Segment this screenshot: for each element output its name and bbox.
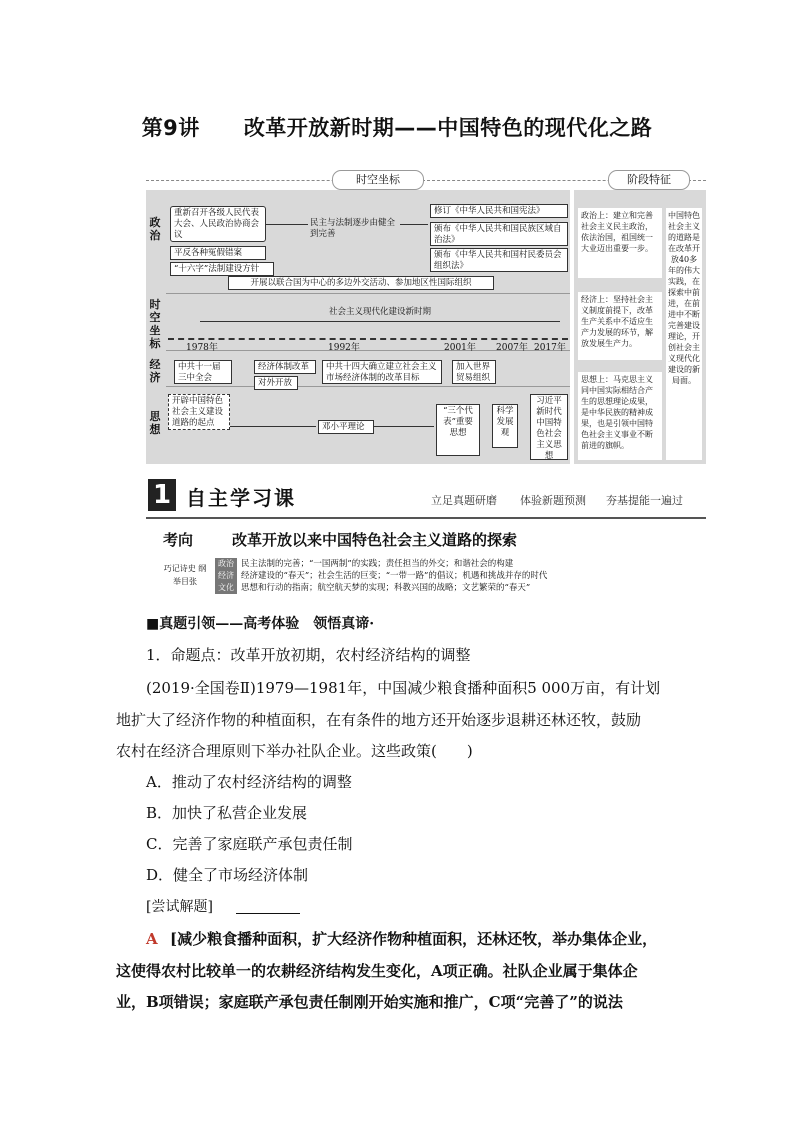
question-line: 地扩大了经济作物的种植面积，在有条件的地方还开始逐步退耕还林还牧，鼓励 (116, 711, 642, 729)
memo-text: 思想和行动的指南；航空航天梦的实现；科教兴国的战略；文艺繁荣的“春天” (241, 583, 531, 593)
section-divider (146, 517, 706, 519)
section-tag: 夯基提能一遍过 (606, 494, 683, 507)
memo-row (215, 570, 547, 582)
kaoxiang-title: 改革开放以来中国特色社会主义道路的探索 (232, 531, 518, 549)
option-a: A．推动了农村经济结构的调整 (146, 773, 352, 791)
feature-summary: 中国特色社会主义的道路是在改革开放40多年的伟大实践，在探索中前进，在前进中不断完善建设理论，开创社会主义现代化建设的新局面。 (666, 208, 702, 460)
tab-features: 阶段特征 (608, 170, 690, 190)
politics-autonomy-law: 颁布《中华人民共和国民族区域自治法》 (430, 222, 568, 246)
timeline-span: 社会主义现代化建设新时期 (328, 307, 431, 317)
memo-rows (215, 558, 547, 594)
economy-reform: 经济体制改革 (254, 360, 316, 374)
memo-tag: 政治 (215, 558, 237, 570)
thought-starting-point: 开辟中国特色社会主义建设道路的起点 (168, 394, 230, 430)
answer-line: 这使得农村比较单一的农耕经济结构发生变化，A项正确。社队企业属于集体企 (116, 962, 638, 980)
connector (400, 224, 428, 225)
politics-box-legal: “十六字”法制建设方针 (170, 262, 274, 276)
economy-opening: 对外开放 (254, 376, 298, 390)
economy-third-plenum: 中共十一届三中全会 (174, 360, 232, 384)
feature-thought: 思想上：马克思主义同中国实际相结合产生的思想理论成果，是中华民族的精神成果，也是引领中国特色社会主义事业不断前进的旗帜。 (578, 372, 662, 460)
answer-blank (236, 913, 300, 914)
page-title (0, 112, 794, 142)
memo-box (163, 558, 706, 600)
try-label: [尝试解题] (146, 899, 213, 915)
politics-box-rehabilitation: 平反各种冤假错案 (170, 246, 266, 260)
politics-constitution: 修订《中华人民共和国宪法》 (430, 204, 568, 218)
economy-14th-congress: 中共十四大确立建立社会主义市场经济体制的改革目标 (322, 360, 442, 384)
memo-text: 民主法制的完善；“一国两制”的实践；责任担当的外交；和谐社会的构建 (241, 559, 514, 569)
politics-diplomacy: 开展以联合国为中心的多边外交活动、参加地区性国际组织 (228, 276, 494, 290)
option-c: C．完善了家庭联产承包责任制 (146, 835, 353, 853)
row-label-thought: 思想 (149, 410, 161, 436)
question-line: (2019·全国卷Ⅱ)1979—1981年，中国减少粮食播种面积5 000万亩，有计划 (146, 679, 661, 697)
row-label-economy: 经济 (149, 358, 161, 384)
memo-text: 经济建设的“春天”；社会生活的巨变；“一带一路”的倡议；机遇和挑战并存的时代 (241, 571, 548, 581)
economy-wto: 加入世界贸易组织 (452, 360, 496, 384)
question-line: 农村在经济合理原则下举办社队企业。这些政策( ) (116, 742, 473, 760)
memo-row (215, 558, 547, 570)
section-number: 1 (148, 479, 176, 511)
year-label: 2001年 (444, 343, 476, 353)
answer-line: 业，B项错误；家庭联产承包责任制刚开始实施和推广，C项“完善了”的说法 (116, 993, 623, 1011)
kaoxiang-label: 考向 (163, 531, 194, 549)
row-label-politics: 政治 (149, 216, 161, 242)
memo-head: 巧记诗史 纲举目张 (163, 564, 207, 586)
row-label-time: 时空坐标 (149, 298, 161, 350)
memo-tag: 经济 (215, 570, 237, 582)
memo-row (215, 582, 547, 594)
politics-box-congress: 重新召开各级人民代表大会、人民政治协商会议 (170, 206, 266, 242)
option-b: B．加快了私营企业发展 (146, 804, 308, 822)
row-divider (166, 386, 570, 387)
connector (266, 224, 308, 225)
year-label: 2007年 (496, 343, 528, 353)
timeline-bracket (200, 321, 560, 322)
section-title: 自主学习课 (186, 486, 296, 510)
politics-mid-text: 民主与法制逐步由健全到完善 (310, 218, 396, 239)
year-label: 2017年 (534, 343, 566, 353)
thought-deng: 邓小平理论 (318, 420, 374, 434)
connector (230, 426, 316, 427)
feature-economy: 经济上：坚持社会主义制度前提下，改革生产关系中不适应生产力发展的环节，解放发展生产力。 (578, 292, 662, 360)
politics-village-law: 颁布《中华人民共和国村民委员会组织法》 (430, 248, 568, 272)
true-question-heading: ■真题引领——高考体验 领悟真谛· (146, 616, 375, 632)
thought-scientific: 科学发展观 (492, 404, 518, 448)
year-label: 1978年 (186, 343, 218, 353)
question-point: 1．命题点：改革开放初期，农村经济结构的调整 (146, 646, 471, 664)
overview-diagram (146, 168, 706, 464)
option-d: D．健全了市场经济体制 (146, 866, 309, 884)
lecture-number: 第9讲 (141, 116, 200, 140)
thought-xi: 习近平新时代中国特色社会主义思想 (530, 394, 568, 460)
section-tag: 立足真题研磨 (431, 494, 497, 507)
memo-tag: 文化 (215, 582, 237, 594)
tab-timeline: 时空坐标 (332, 170, 424, 190)
section-tag: 体验新题预测 (520, 494, 586, 507)
lecture-title: 改革开放新时期——中国特色的现代化之路 (243, 116, 653, 140)
answer-letter: A (146, 930, 158, 948)
thought-three-represents: “三个代表”重要思想 (436, 404, 480, 456)
answer-line: [减少粮食播种面积，扩大经济作物种植面积，还林还牧，举办集体企业， (170, 930, 658, 948)
row-divider (166, 293, 570, 294)
connector (374, 426, 434, 427)
feature-politics: 政治上：建立和完善社会主义民主政治，依法治国，祖国统一大业迈出重要一步。 (578, 208, 662, 278)
year-label: 1992年 (328, 343, 360, 353)
